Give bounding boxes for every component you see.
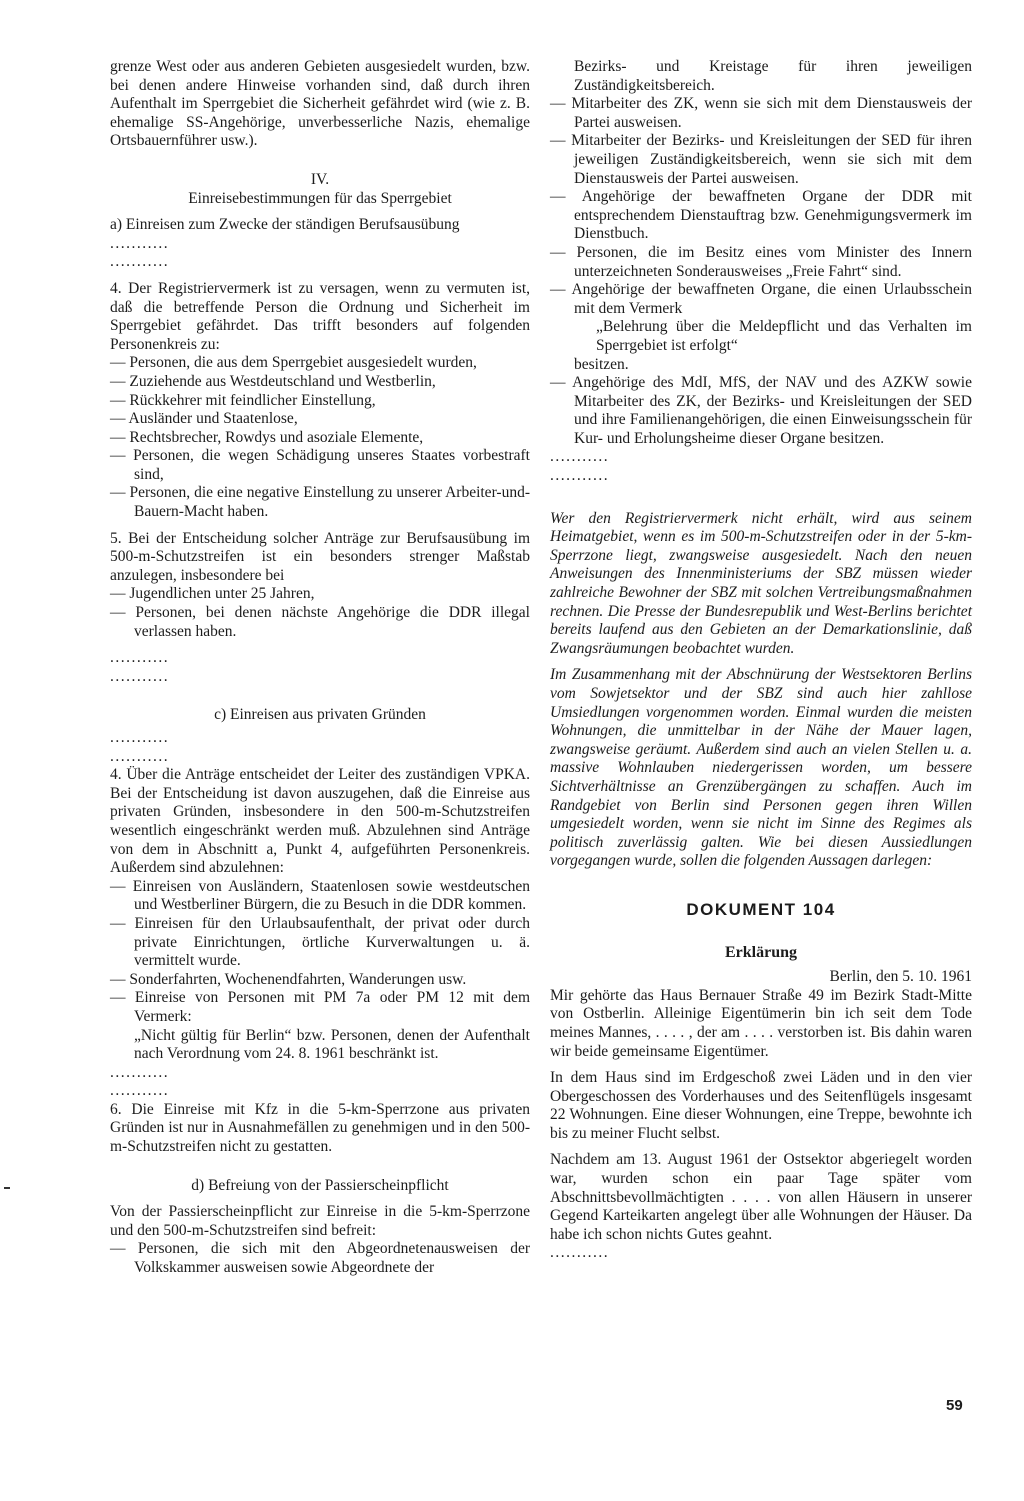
list-item: — Rückkehrer mit feindlicher Einstellung, (110, 391, 376, 409)
ellipsis-line: ........... (110, 253, 170, 271)
list-item: — Personen, die im Besitz eines vom Minister des Innern unterzeichneten Sonderausweises „Freie Fahrt“ sind. (550, 243, 972, 280)
paragraph-4c: 4. Über die Anträge entscheidet der Leiter des zuständigen VPKA. Bei der Entscheidung ist davon auszugehen, daß die Einreise aus privaten Gründen, insbesondere in den 500-m-Schutzstreifen wesentlich eingeschränkt werden muß. Abzulehnen sind Anträge von dem in Abschnitt a, Punkt 4, aufgeführten Personenkreis. Außerdem sind abzulehnen: (110, 766, 530, 877)
subsection-c-title: c) Einreisen aus privaten Gründen (214, 706, 426, 724)
list-item: — Angehörige der bewaffneten Organe, die einen Urlaubsschein mit dem Vermerk (550, 281, 972, 317)
list-item-subtext: besitzen. (574, 355, 629, 373)
section-title: Einreisebestimmungen für das Sperrgebiet (188, 189, 452, 207)
paragraph-continuation: grenze West oder aus anderen Gebieten ausgesiedelt wurden, bzw. bei denen andere Hinweise vorhanden sind, daß durch ihren Aufenthalt im Sperrgebiet die Sicherheit gefährdet wird (wie z. B. ehemalige SS-Angehörige, unverbesserliche Nazis, ehemalige Ortsbauernführer usw.). (110, 58, 530, 150)
testimony-paragraph: Mir gehörte das Haus Bernauer Straße 49 im Bezirk Stadt-Mitte von Ostberlin. Alleinige Eigentümerin bin ich seit dem Tode meines Mannes, . . . . , der am . . . . verstorben ist. Bis dahin waren wir beide gemeinsame Eigentümer. (550, 986, 972, 1060)
section-number: IV. (310, 170, 330, 188)
ellipsis-line: ........... (110, 667, 170, 685)
ellipsis-line: ........... (110, 1082, 170, 1100)
quoted-remark: „Belehrung über die Meldepflicht und das Verhalten im Sperrgebiet ist erfolgt“ (596, 318, 972, 354)
list-item: — Mitarbeiter des ZK, wenn sie sich mit dem Dienstausweis der Partei ausweisen. (550, 95, 972, 131)
ellipsis-line: ........... (110, 234, 170, 252)
testimony-paragraph: Nachdem am 13. August 1961 der Ostsektor abgeriegelt worden war, wurden schon ein paar Tage später vom Abschnittsbevollmächtigten . . . . von allen Häusern in unserer Gegend Karteikarten angelegt über alle Wohnungen der Häuser. Da habe ich schon nichts Gutes geahnt. (550, 1151, 972, 1243)
list-item-continuation: Bezirks- und Kreistage für ihren jeweiligen Zuständigkeitsbereich. (574, 58, 972, 94)
list-item: — Jugendlichen unter 25 Jahren, (110, 585, 315, 603)
ellipsis-line: ........... (550, 448, 610, 466)
list-item: — Einreisen für den Urlaubsaufenthalt, der privat oder durch private Einrichtungen, örtliche Kurverwaltungen u. ä. vermittelt wurde. (110, 914, 530, 970)
list-item: — Rechtsbrecher, Rowdys und asoziale Elemente, (110, 428, 424, 446)
list-item: — Personen, die aus dem Sperrgebiet ausgesiedelt wurden, (110, 354, 477, 372)
margin-mark (4, 1187, 10, 1189)
list-item: — Angehörige des MdI, MfS, der NAV und des AZKW sowie Mitarbeiter des ZK, der Bezirks- und Kreisleitungen der SED und ihre Familienangehörigen, die einen Einweisungsschein für Kur- und Erholungsheime dieser Organe besitzen. (550, 374, 972, 447)
list-item: — Zuziehende aus Westdeutschland und Westberlin, (110, 372, 436, 390)
subsection-a-title: a) Einreisen zum Zwecke der ständigen Berufsausübung (110, 216, 460, 234)
paragraph-6: 6. Die Einreise mit Kfz in die 5-km-Sperrzone aus privaten Gründen ist nur in Ausnahmefällen zu genehmigen und in den 500-m-Schutzstreifen nicht zu gestatten. (110, 1100, 530, 1156)
list-item: — Personen, die sich mit den Abgeordnetenausweisen der Volkskammer ausweisen sowie Abgeordnete der (110, 1240, 530, 1277)
left-column (110, 58, 530, 1278)
page-number: 59 (946, 1397, 963, 1414)
paragraph-5: 5. Bei der Entscheidung solcher Anträge zur Berufsausübung im 500-m-Schutzstreifen ist ein besonders strenger Maßstab anzulegen, insbesondere bei (110, 529, 530, 584)
ellipsis-line: ........... (110, 747, 170, 765)
testimony-paragraph: In dem Haus sind im Erdgeschoß zwei Läden und in den vier Obergeschossen des Vorderhauses und des Seitenflügels insgesamt 22 Wohnungen. Eine dieser Wohnungen, eine Treppe, bewohnte ich bis zu meiner Flucht selbst. (550, 1069, 972, 1142)
subsection-d-title: d) Befreiung von der Passierscheinpflicht (191, 1176, 449, 1194)
paragraph-4: 4. Der Registriervermerk ist zu versagen, wenn zu vermuten ist, daß die betreffende Person die Ordnung und Sicherheit im Sperrgebiet gefährdet. Das trifft besonders auf folgenden Personenkreis zu: (110, 279, 530, 353)
document-heading: DOKUMENT 104 (686, 899, 836, 919)
list-item: — Angehörige der bewaffneten Organe der DDR mit entsprechendem Dienstauftrag bzw. Genehmigungsvermerk im Dienstbuch. (550, 188, 972, 243)
commentary-paragraph: Im Zusammenhang mit der Abschnürung der Westsektoren Berlins vom Sowjetsektor und der SBZ sind auch hier zahllose Umsiedlungen vorgenommen worden. Einmal wurden die meisten Wohnungen, die unmittelbar in der Nähe der Mauer lagen, zwangsweise geräumt. Außerdem sind auch an vielen Stellen u. a. massive Wohnlauben niedergerissen worden, um bessere Sichtverhältnisse an Grenzübergängen zu schaffen. Auch im Randgebiet von Berlin sind Personen gegen ihren Willen umgesiedelt worden, wenn sie nicht im Sinne des Regimes als politisch zuverlässig galten. Wie bei diesen Aussiedlungen vorgegangen wurde, sollen die folgenden Aussagen darlegen: (550, 666, 972, 870)
list-item: — Personen, bei denen nächste Angehörige die DDR illegal verlassen haben. (110, 604, 530, 640)
list-item: — Personen, die wegen Schädigung unseres Staates vorbestraft sind, (110, 447, 530, 483)
list-item: — Sonderfahrten, Wochenendfahrten, Wanderungen usw. (110, 970, 467, 988)
ellipsis-line: ........... (110, 1063, 170, 1081)
list-item: — Mitarbeiter der Bezirks- und Kreisleitungen der SED für ihren jeweiligen Zuständigkeitsbereich, wenn sie sich mit dem Dienstausweis der Partei ausweisen. (550, 132, 972, 187)
ellipsis-line: ........... (550, 1244, 610, 1262)
list-item: — Ausländer und Staatenlose, (110, 410, 298, 428)
ellipsis-line: ........... (110, 729, 170, 746)
list-item-subtext: „Nicht gültig für Berlin“ bzw. Personen, denen der Aufenthalt nach Verordnung vom 24. 8. 1961 beschränkt ist. (134, 1026, 530, 1063)
list-item: — Personen, die eine negative Einstellung zu unserer Arbeiter-und-Bauern-Macht haben. (110, 484, 530, 521)
commentary-paragraph: Wer den Registriervermerk nicht erhält, wird aus seinem Heimatgebiet, wenn es im 500-m-Schutzstreifen oder in der 5-km-Sperrzone liegt, zwangsweise ausgesiedelt. Nach den neuen Anweisungen des Innenministeriums der SBZ müssen wieder zahlreiche Bewohner der SBZ mit solchen Vertreibungsmaßnahmen rechnen. Die Presse der Bundesrepublik und West-Berlins berichtet bereits laufend aus den Gebieten an der Demarkationslinie, daß Zwangsräumungen beobachtet wurden. (550, 509, 972, 657)
ellipsis-line: ........... (550, 467, 610, 485)
list-item: — Einreisen von Ausländern, Staatenlosen sowie westdeutschen und Westberliner Bürgern, die zu Besuch in die DDR kommen. (110, 877, 530, 914)
right-column (550, 58, 972, 1263)
ellipsis-line: ........... (110, 649, 170, 667)
date-line: Berlin, den 5. 10. 1961 (829, 968, 972, 986)
list-item: — Einreise von Personen mit PM 7a oder PM 12 mit dem Vermerk: (110, 989, 530, 1025)
declaration-title: Erklärung (724, 943, 797, 961)
paragraph-d: Von der Passierscheinpflicht zur Einreise in die 5-km-Sperrzone und den 500-m-Schutzstreifen sind befreit: (110, 1203, 530, 1239)
